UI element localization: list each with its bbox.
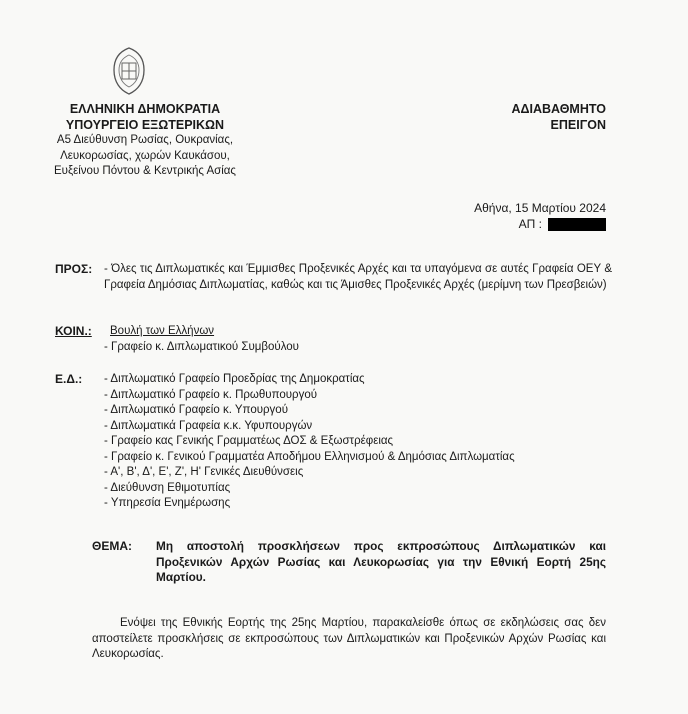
ed-list — [104, 372, 515, 512]
sender-header — [30, 102, 260, 180]
directorate-line-2: Λευκορωσίας, χωρών Καυκάσου, — [60, 149, 230, 162]
pros-recipients: - Όλες τις Διπλωματικές και Έμμισθες Προξενικές Αρχές και τα υπαγόμενα σε αυτές Γραφεία ΟΕΥ & Γραφεία Δημόσιας Διπλωματίας, καθώς και τις Άμισθες Προξενικές Αρχές (μερίμνη των Πρεσβειών) — [104, 263, 612, 291]
ed-label: Ε.Δ.: — [55, 372, 83, 386]
ed-item: - Διπλωματικά Γραφεία κ.κ. Υφυπουργών — [104, 419, 313, 432]
classification-header — [511, 102, 606, 133]
ed-item: - Α', Β', Δ', Ε', Ζ', Η' Γενικές Διευθύνσεις — [104, 466, 304, 478]
koin-item: Βουλή των Ελλήνων — [110, 325, 215, 337]
pros-label: ΠΡΟΣ: — [55, 262, 93, 276]
ed-item: - Διπλωματικό Γραφείο κ. Πρωθυπουργού — [104, 388, 318, 401]
body-paragraph: Ενόψει της Εθνικής Εορτής της 25ης Μαρτίου, παρακαλείσθε όπως σε εκδηλώσεις σας δεν αποστείλετε προσκλήσεις σε εκπροσώπους των Διπλωματικών και Προξενικών Αρχών Ρωσίας και Λευκορωσίας. — [92, 617, 606, 660]
ed-item: - Διεύθυνση Εθιμοτυπίας — [104, 481, 231, 494]
koin-label: ΚΟΙΝ.: — [55, 324, 92, 338]
protocol-number — [519, 216, 606, 232]
ministry-title: ΥΠΟΥΡΓΕΙΟ ΕΞΩΤΕΡΙΚΩΝ — [65, 117, 225, 132]
subject-label: ΘΕΜΑ: — [92, 539, 132, 553]
ed-item: - Υπηρεσία Ενημέρωσης — [104, 497, 231, 509]
protocol-label: ΑΠ : — [518, 217, 542, 231]
directorate-line-3: Ευξείνου Πόντου & Κεντρικής Ασίας — [54, 165, 236, 177]
koin-item: - Γραφείο κ. Διπλωματικού Συμβούλου — [104, 340, 299, 353]
ed-item: - Διπλωματικό Γραφείο Προεδρίας της Δημοκρατίας — [104, 373, 365, 385]
urgency-label: ΕΠΕΙΓΟΝ — [550, 117, 606, 132]
redaction-box — [548, 218, 606, 231]
ed-item: - Γραφείο κ. Γενικού Γραμματέα Αποδήμου Ελληνισμού & Δημόσιας Διπλωματίας — [104, 450, 515, 463]
directorate-line-1: Α5 Διεύθυνση Ρωσίας, Ουκρανίας, — [56, 134, 234, 146]
document-date: Αθήνα, 15 Μαρτίου 2024 — [474, 201, 606, 215]
subject-text: Μη αποστολή προσκλήσεων προς εκπροσώπους Διπλωματικών και Προξενικών Αρχών Ρωσίας και Λευκορωσίας για την Εθνική Εορτή 25ης Μαρτίου. — [156, 539, 606, 584]
greek-state-emblem-icon — [108, 46, 150, 96]
classification-label: ΑΔΙΑΒΑΘΜΗΤΟ — [511, 102, 606, 116]
ed-item: - Γραφείο κας Γενικής Γραμματέως ΔΟΣ & Εξωστρέφειας — [104, 435, 394, 447]
ed-item: - Διπλωματικό Γραφείο κ. Υπουργού — [104, 404, 288, 416]
republic-title: ΕΛΛΗΝΙΚΗ ΔΗΜΟΚΡΑΤΙΑ — [69, 102, 221, 116]
koin-list — [104, 324, 299, 355]
